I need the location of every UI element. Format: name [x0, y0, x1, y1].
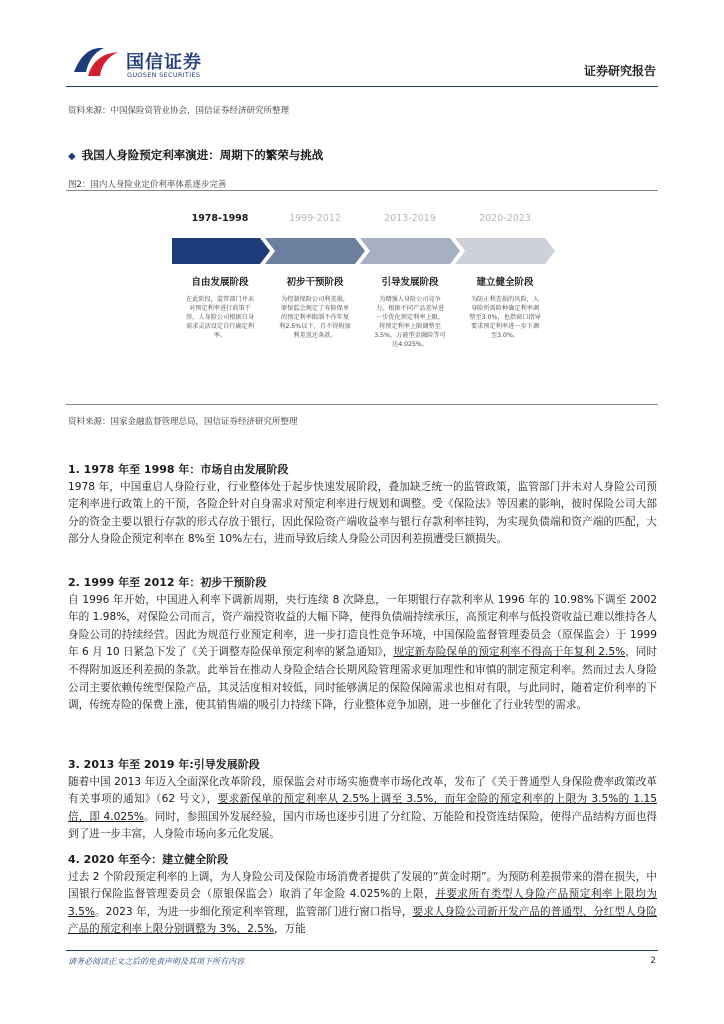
- period-years-3: 2013-2019: [384, 213, 436, 224]
- stage-name-1: 自由发展阶段: [191, 277, 249, 288]
- timeline-chevron-2: [265, 238, 365, 264]
- period-years-2: 1999-2012: [289, 213, 341, 224]
- stage-desc-1: 在此阶段，监管部门并未对预定利率进行政策干涉，人身险公司根据自身需求灵活设定自行确定利率。: [185, 296, 255, 339]
- header-divider: [66, 86, 658, 87]
- stage-desc-3: 为增强人身险公司竞争力，根据不同产品差异进一步优化预定利率上限，将预定利率上限调整至3.5%，万能型金融险等可达4.025%。: [374, 296, 446, 348]
- company-logo-icon: [70, 42, 122, 82]
- section-3-emphasis: 要求新保单的预定利率从 2.5%上调至 3.5%，而年金险的预定利率的上限为 3.5%的 1.15 倍，即 4.025%: [68, 793, 658, 823]
- diamond-bullet-icon: ◆: [68, 151, 76, 162]
- figure-bottom-divider: [66, 404, 658, 405]
- timeline-chevron-1: [172, 238, 270, 264]
- stage-desc-2: 为控制保险公司利差损，原保监会规定了寿险保单的预定利率限制不作年复利2.5%以下，且不得附加利差返还条款。: [279, 296, 351, 339]
- section-2-emphasis: 规定新寿险保单的预定利率不得高于年复利 2.5%: [393, 646, 626, 659]
- footer-divider: [66, 950, 658, 951]
- section-4-heading: 4. 2020 年至今：建立健全阶段: [68, 853, 229, 866]
- report-type-label: 证券研究报告: [583, 64, 656, 78]
- stage-desc-4: 为防止利差损的风险，人身险所需险种确定利率调整至3.0%，也指窗口指导要求预定利率进一步下调至3.0%。: [469, 296, 541, 339]
- section-2-heading: 2. 1999 年至 2012 年：初步干预阶段: [68, 576, 267, 589]
- source-note-top: 资料来源：中国保险资管业协会，国信证券经济研究所整理: [68, 106, 290, 116]
- timeline-chevron-3: [360, 238, 460, 264]
- page-number: 2: [650, 956, 656, 966]
- section-4: [68, 851, 657, 935]
- section-4-paragraph: 过去 2 个阶段预定利率的上调，为人身险公司及保险市场消费者提供了发展的“黄金时期”。为预防利差损带来的潜在损失，中国银行保险监督管理委员会（原银保监会）取消了年金险 4.025%的上限，并要求所有类型人身险产品预定利率上限均为 3.5%。2023 年，为进一步细化预定利率管理，监管部门进行窗口指导，要求人身险公司新开发产品的普通型、分红型人身险产品的预定利率上限分别调整为 3%、2.5%，万能: [68, 870, 657, 935]
- section-1: [68, 461, 657, 549]
- section-3-paragraph: 随着中国 2013 年迈入全面深化改革阶段，原保监会对市场实施费率市场化改革，发布了《关于普通型人身保险费率政策改革有关事项的通知》（62 号文），要求新保单的预定利率从 2.5%上调至 3.5%，而年金险的预定利率的上限为 3.5%的 1.15 倍，即 4.025%。同时，参照国外发展经验，国内市场也逐步引进了分红险、万能险和投资连结保险，使得产品结构方面也得到了进一步丰富，人身险市场向多元化发展。: [68, 775, 658, 841]
- source-note-bottom: 资料来源：国家金融监督管理总局，国信证券经济研究所整理: [68, 417, 298, 427]
- stage-name-4: 建立健全阶段: [476, 277, 534, 288]
- section-4-emphasis-2: 要求人身险公司新开发产品的普通型、分红型人身险产品的预定利率上限分别调整为 3%、2.5%: [68, 905, 657, 935]
- logo-text-en: GUOSEN SECURITIES: [127, 71, 201, 79]
- section-3: [68, 756, 657, 844]
- section-1-paragraph: 1978 年，中国重启人身险行业，行业整体处于起步快速发展阶段，叠加缺乏统一的监管政策，监管部门并未对人身险公司预定利率进行政策上的干预，各险企针对自身需求对预定利率进行规划和调整。受《保险法》等因素的影响，彼时保险公司大部分的资金主要以银行存款的形式存放于银行，因此保险资产端收益率与银行存款利率挂钩，为实现负债端和资产端的匹配，大部分人身险企预定利率在 8%至 10%左右，进而导致后续人身险公司因利差损遭受巨额损失。: [68, 480, 657, 546]
- logo-text-cn: 国信证券: [126, 52, 202, 73]
- period-years-4: 2020-2023: [479, 213, 531, 224]
- section-4-emphasis-1: 并要求所有类型人身险产品预定利率上限均为 3.5%: [68, 888, 657, 918]
- footer-disclaimer: 请务必阅读正文之后的免责声明及其项下所有内容: [68, 957, 244, 966]
- stage-name-3: 引导发展阶段: [381, 277, 439, 288]
- section-title: ◆ 我国人身险预定利率演进：周期下的繁荣与挑战: [68, 148, 324, 162]
- timeline-arrow-bar: [172, 238, 562, 264]
- section-1-heading: 1. 1978 年至 1998 年：市场自由发展阶段: [68, 463, 289, 476]
- figure-title: 图2：国内人身险业定价利率体系逐步完善: [68, 180, 227, 190]
- section-2: [68, 574, 657, 715]
- figure-top-divider: [66, 190, 658, 191]
- section-2-paragraph: 自 1996 年开始，中国进入利率下调新周期，央行连续 8 次降息，一年期银行存款利率从 1996 年的 10.98%下调至 2002 年的 1.98%，对保险公司而言，资产端投资收益的大幅下降，使得负债端持续承压，高预定利率与低投资收益已难以维持各人身险公司的持续经营。因此为规范行业预定利率，进一步打造良性竞争环境，中国保险监督管理委员会（原保监会）于 1999 年 6 月 10 日紧急下发了《关于调整寿险保单预定利率的紧急通知》，规定新寿险保单的预定利率不得高于年复利 2.5%，同时不得附加返还利差损的条款。此举旨在推动人身险企结合长期风险管理需求更加理性和审慎的制定预定利率。然而过去人身险公司主要依赖传统型保险产品，其灵活度相对较低，同时能够满足的保险保障需求也相对有限，与此同时，随着定价利率的下调，传统寿险的保费上涨，使其销售端的吸引力持续下降，行业整体竞争加剧，进一步催化了行业转型的需求。: [68, 593, 658, 712]
- period-years-1: 1978-1998: [191, 213, 249, 224]
- stage-name-2: 初步干预阶段: [286, 277, 344, 288]
- section-3-heading: 3. 2013 年至 2019 年:引导发展阶段: [68, 758, 260, 771]
- timeline-chevron-4: [455, 238, 555, 264]
